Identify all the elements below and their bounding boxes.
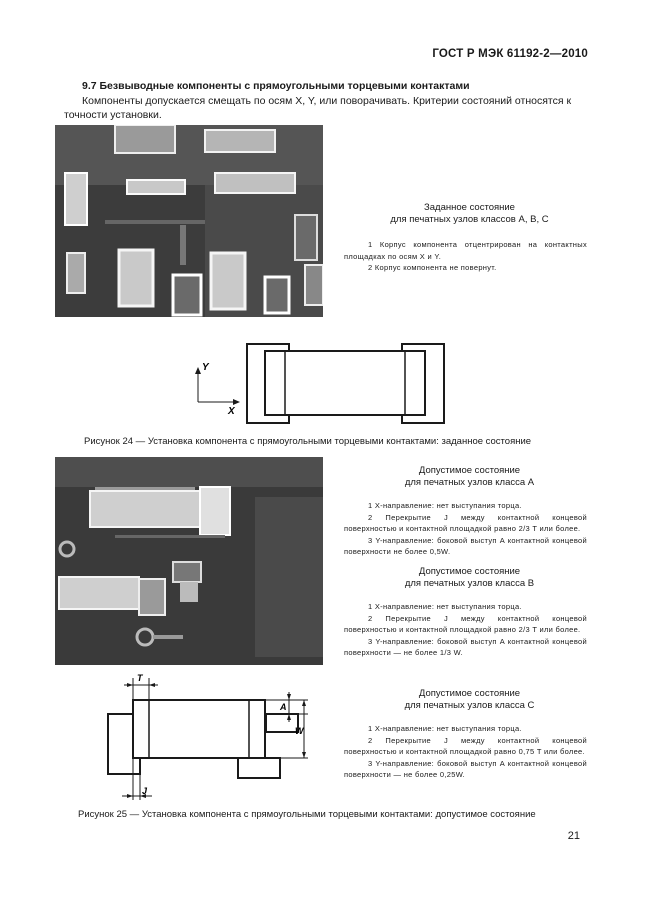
classA-note2: 2 Перекрытие J между контактной концевой поверхностью и контактной площадкой равно 2/3 T или более. [344,512,587,533]
section-heading: 9.7 Безвыводные компоненты с прямоугольными торцевыми контактами [82,80,470,92]
figure25-caption: Рисунок 25 — Установка компонента с прямоугольными торцевыми контактами: допустимое состояние [78,809,536,820]
section-intro: Компоненты допускается смещать по осям X, Y, или поворачивать. Критерии состояний относятся к точности установки. [64,95,572,121]
classC-notes [344,723,587,781]
classA-note3: 3 Y-направление: боковой выступ A контактной концевой поверхности не более 0,5W. [344,535,587,556]
classC-note3: 3 Y-направление: боковой выступ A контактной концевой поверхности — не более 0,25W. [344,758,587,779]
dim-J-label: J [142,786,148,796]
dim-W-label: W [295,726,304,736]
figure25-drawing [100,672,330,807]
classB-note1: 1 X-направление: нет выступания торца. [368,602,522,611]
classA-note1: 1 X-направление: нет выступания торца. [368,501,522,510]
figure24-drawing [190,340,450,430]
standard-number: ГОСТ Р МЭК 61192-2—2010 [432,48,588,60]
page-number: 21 [567,830,580,842]
dim-T-label: T [137,673,143,683]
figure24-title [352,202,587,226]
figure24-title-line1: Заданное состояние [424,202,515,213]
figure24-axis-x: X [228,406,235,417]
figure24-photo-graphic [55,125,323,317]
classB-note2: 2 Перекрытие J между контактной концевой поверхностью и контактной площадкой равно 2/3 T или более. [344,613,587,634]
figure24-title-line2: для печатных узлов классов А, В, С [390,214,549,225]
classC-title [352,688,587,712]
classB-title-line1: Допустимое состояние [418,566,521,577]
figure24-note2: 2 Корпус компонента не повернут. [368,263,497,272]
classA-title-line2: для печатных узлов класса А [404,477,535,488]
classC-title-line1: Допустимое состояние [418,688,521,699]
classB-title-line2: для печатных узлов класса В [404,578,535,589]
classB-note3: 3 Y-направление: боковой выступ A контактной концевой поверхности — не более 1/3 W. [344,636,587,657]
classB-notes [344,601,587,659]
figure24-caption: Рисунок 24 — Установка компонента с прямоугольными торцевыми контактами: заданное состояние [84,436,532,447]
classB-title [352,566,587,590]
classA-title [352,465,587,489]
figure24-note1: 1 Корпус компонента отцентрирован на контактных площадках по осям X и Y. [344,240,587,261]
classC-note2: 2 Перекрытие J между контактной концевой поверхностью и контактной площадкой равно 0,75 T или более. [344,735,587,756]
figure24-axis-y: Y [202,362,209,373]
figure25-photo-graphic [55,457,323,665]
classA-notes [344,500,587,558]
classC-note1: 1 X-направление: нет выступания торца. [368,724,522,733]
dim-A-label: A [280,702,287,712]
figure25-photo [55,457,323,665]
figure24-photo [55,125,323,317]
classA-title-line1: Допустимое состояние [418,465,521,476]
figure24-notes [344,239,587,274]
classC-title-line2: для печатных узлов класса С [404,700,535,711]
